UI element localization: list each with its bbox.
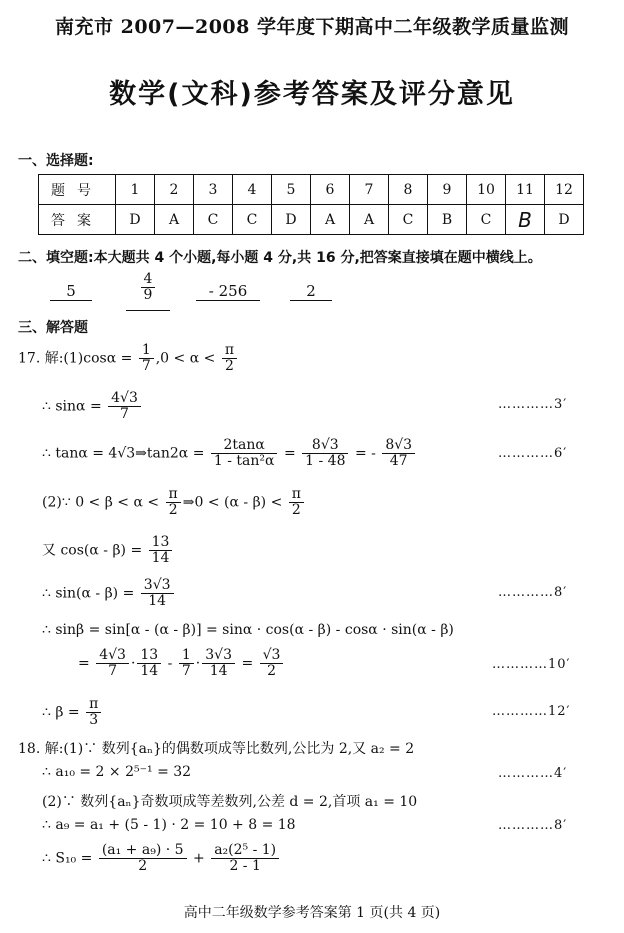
score-mark: …………8′	[498, 585, 568, 600]
q17-line-2: ∴ sinα = $\frac{4√3}{7}$	[42, 391, 143, 422]
q17-line-8: = $\frac{4√3}{7}$ · $\frac{13}{14}$ - $\frac{1}{7}$ · $\frac{3√3}{14}$ = $\frac{√3}{2}$	[78, 648, 285, 679]
table-cell: 2	[155, 175, 194, 205]
table-row-answers	[39, 205, 584, 235]
fill-answer-1: 5	[50, 282, 92, 301]
table-cell: 8	[389, 175, 428, 205]
fill-answer-4: 2	[290, 282, 332, 301]
q17-line-9: ∴ β = $\frac{\pi}{3}$	[42, 697, 103, 728]
q18-line-2: ∴ a₁₀ = 2 × 2⁵⁻¹ = 32	[42, 764, 192, 780]
table-cell: 5	[272, 175, 311, 205]
table-cell: C	[233, 205, 272, 235]
table-cell: C	[389, 205, 428, 235]
table-cell: 1	[116, 175, 155, 205]
table-cell: A	[155, 205, 194, 235]
fill-answer-2	[126, 270, 170, 311]
score-mark: …………10′	[492, 657, 571, 672]
table-cell: D	[272, 205, 311, 235]
q18-line-1: 18. 解:(1)∵ 数列{aₙ}的偶数项成等比数列,公比为 2,又 a₂ = 2	[18, 741, 415, 757]
table-cell: D	[545, 205, 584, 235]
q18-line-4: ∴ a₉ = a₁ + (5 - 1) · 2 = 10 + 8 = 18	[42, 817, 296, 833]
q17-line-1: 17. 解:(1)cosα = $\frac{1}{7}$ ,0 < α < $\frac{\pi}{2}$	[18, 343, 239, 374]
fraction-denominator: 9	[143, 287, 153, 303]
table-cell: 6	[311, 175, 350, 205]
answer-table	[38, 174, 584, 235]
section-choice-heading: 一、选择题:	[18, 153, 94, 169]
table-row-numbers	[39, 175, 584, 205]
table-cell: B	[428, 205, 467, 235]
score-mark: …………6′	[498, 446, 568, 461]
q17-line-6: ∴ sin(α - β) = $\frac{3√3}{14}$	[42, 578, 176, 609]
page-footer: 高中二年级数学参考答案第 1 页(共 4 页)	[183, 905, 441, 921]
q17-line-3: ∴ tanα = 4√3⇒tan2α = $\frac{2\tan\alpha}{\text{1 - tan²α}}$ = $\frac{8√3}{1 - 48}$ = - $\frac{8√3}{47}$	[42, 438, 417, 469]
row-label-number: 题号	[39, 175, 116, 205]
table-cell: 3	[194, 175, 233, 205]
table-cell: 9	[428, 175, 467, 205]
q17-line-4: (2)∵ 0 < β < α < $\frac{\pi}{2}$ ⇒0 < (α - β) < $\frac{\pi}{2}$	[42, 487, 306, 518]
q18-line-5: ∴ S₁₀ = $\frac{\text{(a₁ + a₉) · 5}}{2}$ + $\frac{\text{a₂(2⁵ - 1)}}{2 - 1}$	[42, 843, 281, 874]
fill-answer-3: - 256	[196, 282, 260, 301]
table-cell: D	[116, 205, 155, 235]
score-mark: …………12′	[492, 704, 571, 719]
q18-line-3: (2)∵ 数列{aₙ}奇数项成等差数列,公差 d = 2,首项 a₁ = 10	[42, 794, 418, 810]
page-title: 数学(文科)参考答案及评分意见	[109, 79, 515, 110]
exam-header: 南充市 2007—2008 学年度下期高中二年级教学质量监测	[55, 16, 569, 38]
table-cell: 4	[233, 175, 272, 205]
table-cell: A	[311, 205, 350, 235]
score-mark: …………4′	[498, 766, 568, 781]
table-cell: 12	[545, 175, 584, 205]
row-label-answer: 答案	[39, 205, 116, 235]
section-fill-heading: 二、填空题:本大题共 4 个小题,每小题 4 分,共 16 分,把答案直接填在题中横线上。	[18, 250, 542, 266]
score-mark: …………8′	[498, 818, 568, 833]
table-cell: 7	[350, 175, 389, 205]
table-cell-handwritten: B	[506, 205, 545, 235]
fraction-numerator: 4	[141, 272, 156, 288]
score-mark: …………3′	[498, 397, 568, 412]
section-solution-heading: 三、解答题	[18, 320, 88, 336]
q17-line-7: ∴ sinβ = sin[α - (α - β)] = sinα · cos(α - β) - cosα · sin(α - β)	[42, 622, 454, 638]
table-cell: A	[350, 205, 389, 235]
table-cell: 11	[506, 175, 545, 205]
table-cell: C	[194, 205, 233, 235]
table-cell: 10	[467, 175, 506, 205]
q17-line-5: 又 cos(α - β) = $\frac{13}{14}$	[42, 535, 174, 566]
table-cell: C	[467, 205, 506, 235]
